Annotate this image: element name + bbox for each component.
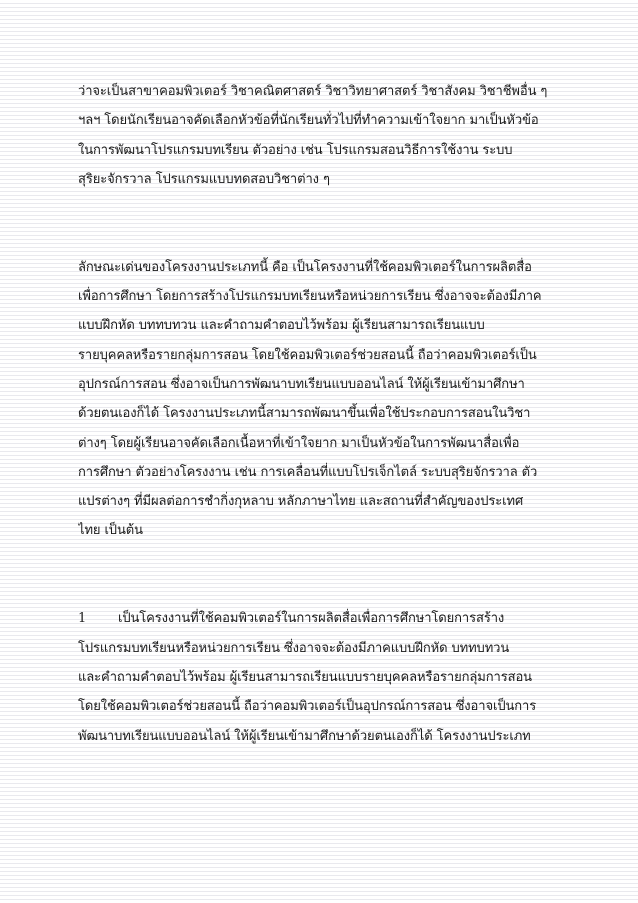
paragraph-spacer (78, 546, 568, 605)
text-line: การศึกษา ตัวอย่างโครงงาน เช่น การเคลื่อนที่แบบโปรเจ็กไตล์ ระบบสุริยจักรวาล ตัว (78, 464, 538, 480)
text-line: แบบฝึกหัด บททบทวน และคำถามคำตอบไว้พร้อม ผู้เรียนสามารถเรียนแบบ (78, 318, 485, 334)
text-line: ด้วยตนเองก็ได้ โครงงานประเภทนี้สามารถพัฒนาขึ้นเพื่อใช้ประกอบการสอนในวิชา (78, 406, 531, 422)
list-number: 1 (78, 611, 87, 627)
text-line: พัฒนาบทเรียนแบบออนไลน์ ให้ผู้เรียนเข้ามาศึกษาด้วยตนเองก็ได้ โครงงานประเภท (78, 728, 531, 744)
text-line: สุริยะจักรวาล โปรแกรมแบบทดสอบวิชาต่าง ๆ (78, 171, 330, 187)
text-line: โปรแกรมบทเรียนหรือหน่วยการเรียน ซึ่งอาจจะต้องมีภาคแบบฝึกหัด บททบทวน (78, 640, 510, 656)
paragraph-1 (78, 77, 568, 194)
document-body (78, 77, 568, 751)
text-line: แปรต่างๆ ที่มีผลต่อการชำกิ่งกุหลาบ หลักภาษาไทย และสถานที่สำคัญของประเทศ (78, 494, 524, 510)
text-line: เพื่อการศึกษา โดยการสร้างโปรแกรมบทเรียนหรือหน่วยการเรียน ซึ่งอาจจะต้องมีภาค (78, 289, 542, 305)
text-line: เป็นโครงงานที่ใช้คอมพิวเตอร์ในการผลิตสื่อเพื่อการศึกษาโดยการสร้าง (118, 611, 505, 627)
text-line: อุปกรณ์การสอน ซึ่งอาจเป็นการพัฒนาบทเรียนแบบออนไลน์ ให้ผู้เรียนเข้ามาศึกษา (78, 376, 525, 392)
text-line: ต่างๆ โดยผู้เรียนอาจคัดเลือกเนื้อหาที่เข้าใจยาก มาเป็นหัวข้อในการพัฒนาสื่อเพื่อ (78, 435, 520, 451)
text-line: ในการพัฒนาโปรแกรมบทเรียน ตัวอย่าง เช่น โปรแกรมสอนวิธีการใช้งาน ระบบ (78, 142, 513, 158)
text-line: โดยใช้คอมพิวเตอร์ช่วยสอนนี้ ถือว่าคอมพิวเตอร์เป็นอุปกรณ์การสอน ซึ่งอาจเป็นการ (78, 699, 537, 715)
text-line: ว่าจะเป็นสาขาคอมพิวเตอร์ วิชาคณิตศาสตร์ วิชาวิทยาศาสตร์ วิชาสังคม วิชาชีพอื่น ๆ (78, 84, 548, 99)
text-line: และคำถามคำตอบไว้พร้อม ผู้เรียนสามารถเรียนแบบรายบุคคลหรือรายกลุ่มการสอน (78, 669, 532, 685)
paragraph-2 (78, 253, 568, 546)
text-line: รายบุคคลหรือรายกลุ่มการสอน โดยใช้คอมพิวเตอร์ช่วยสอนนี้ ถือว่าคอมพิวเตอร์เป็น (78, 347, 537, 363)
paragraph-3 (78, 604, 568, 750)
text-line: ฯลฯ โดยนักเรียนอาจคัดเลือกหัวข้อที่นักเรียนทั่วไปที่ทำความเข้าใจยาก มาเป็นหัวข้อ (78, 113, 539, 129)
text-line: ลักษณะเด่นของโครงงานประเภทนี้ คือ เป็นโครงงานที่ใช้คอมพิวเตอร์ในการผลิตสื่อ (78, 259, 532, 275)
text-line: ไทย เป็นต้น (78, 523, 143, 539)
numbered-line (78, 604, 568, 633)
paragraph-spacer (78, 194, 568, 253)
